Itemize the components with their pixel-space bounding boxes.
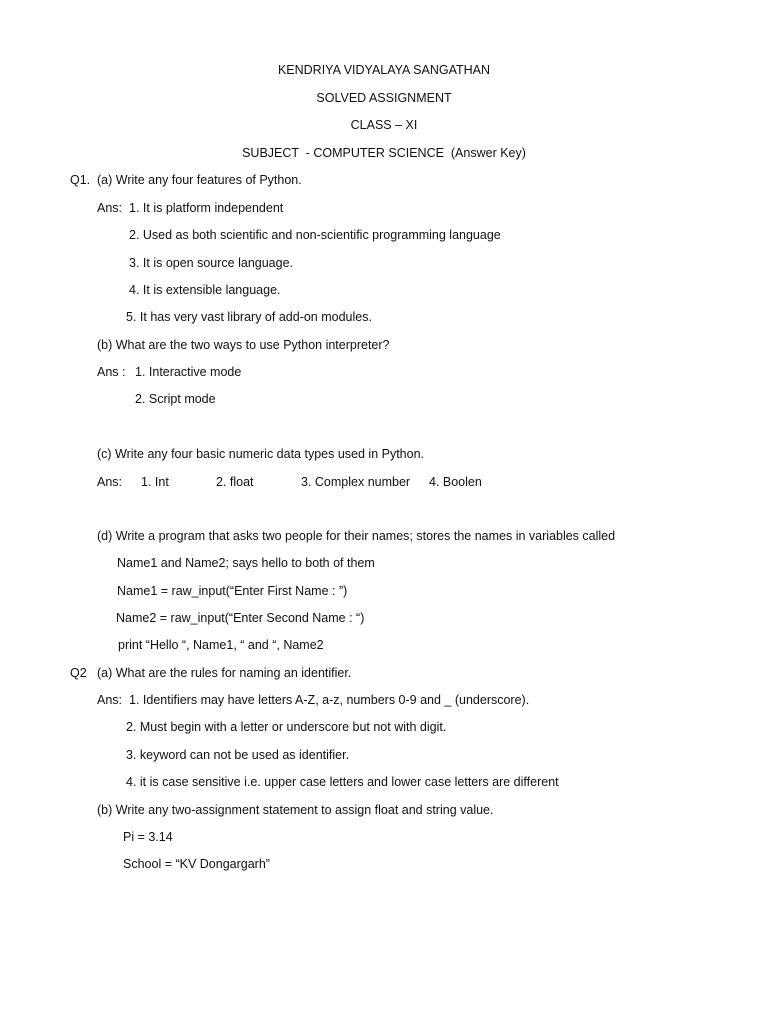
q1a-answer-4: 4. It is extensible language.	[129, 283, 281, 297]
q1-number: Q1.	[70, 173, 91, 187]
q1d-question: (d) Write a program that asks two people for their names; stores the names in variables called	[97, 529, 616, 543]
q1a-answer-5: 5. It has very vast library of add-on modules.	[126, 310, 372, 324]
q2a-ans-label: Ans:	[97, 693, 123, 707]
q1c-answer-1: 1. Int	[141, 475, 169, 489]
q1b-answer-2: 2. Script mode	[135, 392, 216, 406]
subject-line: SUBJECT - COMPUTER SCIENCE (Answer Key)	[242, 146, 526, 160]
q1d-question-cont: Name1 and Name2; says hello to both of them	[117, 556, 375, 570]
q2-number: Q2	[70, 666, 87, 680]
q1c-answer-4: 4. Boolen	[429, 475, 482, 489]
q1a-ans-label: Ans:	[97, 201, 123, 215]
q1b-answer-1: 1. Interactive mode	[135, 365, 242, 379]
q1b-question: (b) What are the two ways to use Python interpreter?	[97, 338, 390, 352]
q1a-answer-3: 3. It is open source language.	[129, 256, 294, 270]
q1c-answer-2: 2. float	[216, 475, 254, 489]
q2a-question: (a) What are the rules for naming an identifier.	[97, 666, 352, 680]
q1b-ans-label: Ans :	[97, 365, 126, 379]
class-label: CLASS – XI	[350, 118, 418, 132]
q2a-answer-2: 2. Must begin with a letter or underscore but not with digit.	[126, 720, 447, 734]
q2b-question: (b) Write any two-assignment statement to assign float and string value.	[97, 803, 494, 817]
q2a-answer-4: 4. it is case sensitive i.e. upper case letters and lower case letters are different	[126, 775, 559, 789]
q1d-code-line-1: Name1 = raw_input(“Enter First Name : ”)	[117, 584, 348, 598]
q1a-question: (a) Write any four features of Python.	[97, 173, 302, 187]
q1a-answer-2: 2. Used as both scientific and non-scientific programming language	[129, 228, 501, 242]
q1c-question: (c) Write any four basic numeric data types used in Python.	[97, 447, 425, 461]
q2a-answer-1: 1. Identifiers may have letters A-Z, a-z, numbers 0-9 and _ (underscore).	[129, 693, 530, 707]
q1d-code-line-3: print “Hello “, Name1, “ and “, Name2	[118, 638, 324, 652]
q2b-code-line-2: School = “KV Dongargarh”	[123, 857, 270, 871]
doc-type: SOLVED ASSIGNMENT	[316, 91, 452, 105]
q1d-code-line-2: Name2 = raw_input(“Enter Second Name : “)	[116, 611, 365, 625]
q2a-answer-3: 3. keyword can not be used as identifier.	[126, 748, 350, 762]
q1c-answer-3: 3. Complex number	[301, 475, 411, 489]
org-title: KENDRIYA VIDYALAYA SANGATHAN	[277, 63, 491, 77]
q2b-code-line-1: Pi = 3.14	[123, 830, 173, 844]
q1a-answer-1: 1. It is platform independent	[129, 201, 284, 215]
q1c-ans-label: Ans:	[97, 475, 123, 489]
